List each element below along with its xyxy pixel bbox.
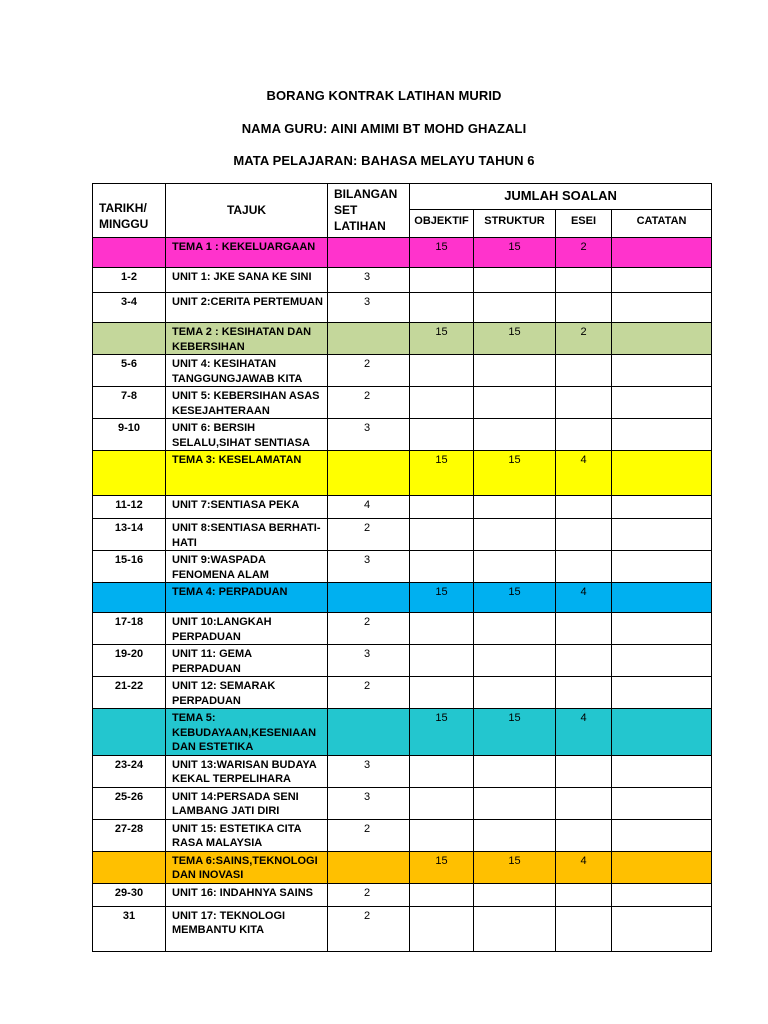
header-topic: TAJUK <box>166 184 328 238</box>
objective-cell <box>410 677 474 709</box>
notes-cell <box>612 355 712 387</box>
sets-cell: 3 <box>328 419 410 451</box>
notes-cell <box>612 677 712 709</box>
notes-cell <box>612 323 712 355</box>
structure-cell <box>474 677 556 709</box>
sets-cell <box>328 709 410 756</box>
sets-cell: 2 <box>328 387 410 419</box>
structure-cell <box>474 355 556 387</box>
unit-row <box>93 419 712 451</box>
objective-cell: 15 <box>410 323 474 355</box>
form-title: BORANG KONTRAK LATIHAN MURID <box>266 88 502 103</box>
date-cell: 19-20 <box>93 645 166 677</box>
date-cell <box>93 709 166 756</box>
topic-cell: UNIT 13:WARISAN BUDAYA KEKAL TERPELIHARA <box>166 755 328 787</box>
date-cell: 7-8 <box>93 387 166 419</box>
structure-cell <box>474 787 556 819</box>
topic-cell: UNIT 14:PERSADA SENI LAMBANG JATI DIRI <box>166 787 328 819</box>
date-cell <box>93 238 166 268</box>
sets-cell: 3 <box>328 268 410 293</box>
essay-cell <box>556 387 612 419</box>
objective-cell <box>410 355 474 387</box>
notes-cell <box>612 883 712 906</box>
notes-cell <box>612 851 712 883</box>
sets-cell: 3 <box>328 551 410 583</box>
topic-cell: TEMA 5: KEBUDAYAAN,KESENIAAN DAN ESTETIKA <box>166 709 328 756</box>
notes-cell <box>612 551 712 583</box>
structure-cell <box>474 419 556 451</box>
essay-cell: 4 <box>556 851 612 883</box>
header-essay: ESEI <box>556 210 612 238</box>
topic-cell: UNIT 1: JKE SANA KE SINI <box>166 268 328 293</box>
unit-row <box>93 819 712 851</box>
sets-cell: 2 <box>328 677 410 709</box>
exercise-contract-table <box>92 183 712 952</box>
notes-cell <box>612 613 712 645</box>
date-cell <box>93 323 166 355</box>
essay-cell: 2 <box>556 238 612 268</box>
unit-row <box>93 906 712 951</box>
notes-cell <box>612 293 712 323</box>
unit-row <box>93 883 712 906</box>
objective-cell: 15 <box>410 583 474 613</box>
theme-row <box>93 238 712 268</box>
objective-cell: 15 <box>410 851 474 883</box>
unit-row <box>93 645 712 677</box>
sets-cell <box>328 238 410 268</box>
objective-cell <box>410 419 474 451</box>
unit-row <box>93 677 712 709</box>
date-cell: 15-16 <box>93 551 166 583</box>
unit-row <box>93 355 712 387</box>
sets-cell: 2 <box>328 883 410 906</box>
essay-cell <box>556 355 612 387</box>
date-cell: 1-2 <box>93 268 166 293</box>
date-cell: 3-4 <box>93 293 166 323</box>
notes-cell <box>612 906 712 951</box>
teacher-name: NAMA GURU: AINI AMIMI BT MOHD GHAZALI <box>241 121 527 136</box>
date-cell <box>93 583 166 613</box>
theme-row <box>93 709 712 756</box>
notes-cell <box>612 419 712 451</box>
structure-cell <box>474 293 556 323</box>
structure-cell <box>474 906 556 951</box>
essay-cell <box>556 419 612 451</box>
date-cell: 23-24 <box>93 755 166 787</box>
notes-cell <box>612 709 712 756</box>
essay-cell: 4 <box>556 709 612 756</box>
topic-cell: TEMA 6:SAINS,TEKNOLOGI DAN INOVASI <box>166 851 328 883</box>
essay-cell <box>556 268 612 293</box>
objective-cell <box>410 883 474 906</box>
topic-cell: UNIT 6: BERSIH SELALU,SIHAT SENTIASA <box>166 419 328 451</box>
unit-row <box>93 551 712 583</box>
essay-cell <box>556 519 612 551</box>
table-body <box>93 238 712 952</box>
sets-cell: 2 <box>328 819 410 851</box>
notes-cell <box>612 787 712 819</box>
theme-row <box>93 583 712 613</box>
objective-cell <box>410 613 474 645</box>
header-date-line2: MINGGU <box>99 217 149 231</box>
notes-cell <box>612 819 712 851</box>
objective-cell <box>410 387 474 419</box>
topic-cell: TEMA 4: PERPADUAN <box>166 583 328 613</box>
subject-name: MATA PELAJARAN: BAHASA MELAYU TAHUN 6 <box>233 153 535 168</box>
notes-cell <box>612 496 712 519</box>
unit-row <box>93 755 712 787</box>
unit-row <box>93 613 712 645</box>
essay-cell <box>556 787 612 819</box>
topic-cell: UNIT 10:LANGKAH PERPADUAN <box>166 613 328 645</box>
header-sets-line1: BILANGAN <box>334 187 398 201</box>
header-notes: CATATAN <box>612 210 712 238</box>
topic-cell: UNIT 15: ESTETIKA CITA RASA MALAYSIA <box>166 819 328 851</box>
theme-row <box>93 323 712 355</box>
objective-cell: 15 <box>410 709 474 756</box>
objective-cell <box>410 755 474 787</box>
date-cell: 17-18 <box>93 613 166 645</box>
sets-cell: 4 <box>328 496 410 519</box>
essay-cell <box>556 755 612 787</box>
topic-cell: UNIT 11: GEMA PERPADUAN <box>166 645 328 677</box>
sets-cell: 3 <box>328 787 410 819</box>
unit-row <box>93 519 712 551</box>
objective-cell <box>410 787 474 819</box>
date-cell <box>93 451 166 496</box>
essay-cell <box>556 551 612 583</box>
objective-cell <box>410 906 474 951</box>
date-cell: 5-6 <box>93 355 166 387</box>
essay-cell <box>556 293 612 323</box>
sets-cell <box>328 851 410 883</box>
unit-row <box>93 387 712 419</box>
topic-cell: UNIT 12: SEMARAK PERPADUAN <box>166 677 328 709</box>
essay-cell <box>556 883 612 906</box>
objective-cell: 15 <box>410 451 474 496</box>
objective-cell <box>410 551 474 583</box>
objective-cell <box>410 268 474 293</box>
structure-cell: 15 <box>474 238 556 268</box>
structure-cell <box>474 496 556 519</box>
notes-cell <box>612 583 712 613</box>
essay-cell <box>556 645 612 677</box>
sets-cell <box>328 451 410 496</box>
topic-cell: UNIT 4: KESIHATAN TANGGUNGJAWAB KITA <box>166 355 328 387</box>
theme-row <box>93 851 712 883</box>
topic-cell: UNIT 2:CERITA PERTEMUAN <box>166 293 328 323</box>
objective-cell <box>410 819 474 851</box>
topic-cell: TEMA 3: KESELAMATAN <box>166 451 328 496</box>
essay-cell <box>556 496 612 519</box>
sets-cell: 2 <box>328 355 410 387</box>
essay-cell: 2 <box>556 323 612 355</box>
essay-cell: 4 <box>556 451 612 496</box>
header-structure: STRUKTUR <box>474 210 556 238</box>
date-cell: 29-30 <box>93 883 166 906</box>
topic-cell: UNIT 9:WASPADA FENOMENA ALAM <box>166 551 328 583</box>
sets-cell <box>328 323 410 355</box>
header-sets-line2: SET <box>334 203 358 217</box>
topic-cell: UNIT 8:SENTIASA BERHATI-HATI <box>166 519 328 551</box>
header-sets <box>328 184 410 238</box>
structure-cell <box>474 387 556 419</box>
sets-cell: 2 <box>328 519 410 551</box>
notes-cell <box>612 755 712 787</box>
header-date-line1: TARIKH/ <box>99 201 147 215</box>
notes-cell <box>612 451 712 496</box>
topic-cell: TEMA 1 : KEKELUARGAAN <box>166 238 328 268</box>
essay-cell <box>556 906 612 951</box>
topic-cell: UNIT 5: KEBERSIHAN ASAS KESEJAHTERAAN <box>166 387 328 419</box>
structure-cell <box>474 755 556 787</box>
header-date <box>93 184 166 238</box>
essay-cell <box>556 677 612 709</box>
objective-cell <box>410 293 474 323</box>
theme-row <box>93 451 712 496</box>
table-header <box>93 184 712 238</box>
notes-cell <box>612 268 712 293</box>
notes-cell <box>612 519 712 551</box>
structure-cell <box>474 883 556 906</box>
topic-cell: TEMA 2 : KESIHATAN DAN KEBERSIHAN <box>166 323 328 355</box>
structure-cell: 15 <box>474 323 556 355</box>
date-cell: 13-14 <box>93 519 166 551</box>
objective-cell: 15 <box>410 238 474 268</box>
date-cell: 11-12 <box>93 496 166 519</box>
sets-cell: 3 <box>328 755 410 787</box>
notes-cell <box>612 387 712 419</box>
unit-row <box>93 496 712 519</box>
date-cell: 9-10 <box>93 419 166 451</box>
structure-cell <box>474 819 556 851</box>
objective-cell <box>410 645 474 677</box>
header-objective: OBJEKTIF <box>410 210 474 238</box>
structure-cell: 15 <box>474 851 556 883</box>
unit-row <box>93 268 712 293</box>
date-cell: 25-26 <box>93 787 166 819</box>
essay-cell <box>556 613 612 645</box>
structure-cell: 15 <box>474 451 556 496</box>
unit-row <box>93 787 712 819</box>
sets-cell <box>328 583 410 613</box>
notes-cell <box>612 645 712 677</box>
structure-cell <box>474 645 556 677</box>
header-sets-line3: LATIHAN <box>334 219 386 233</box>
structure-cell <box>474 551 556 583</box>
structure-cell <box>474 519 556 551</box>
structure-cell <box>474 268 556 293</box>
sets-cell: 2 <box>328 906 410 951</box>
topic-cell: UNIT 7:SENTIASA PEKA <box>166 496 328 519</box>
sets-cell: 2 <box>328 613 410 645</box>
topic-cell: UNIT 16: INDAHNYA SAINS <box>166 883 328 906</box>
essay-cell: 4 <box>556 583 612 613</box>
structure-cell <box>474 613 556 645</box>
date-cell: 31 <box>93 906 166 951</box>
date-cell: 21-22 <box>93 677 166 709</box>
sets-cell: 3 <box>328 645 410 677</box>
notes-cell <box>612 238 712 268</box>
date-cell: 27-28 <box>93 819 166 851</box>
header-total-questions: JUMLAH SOALAN <box>410 184 712 210</box>
sets-cell: 3 <box>328 293 410 323</box>
structure-cell: 15 <box>474 583 556 613</box>
unit-row <box>93 293 712 323</box>
essay-cell <box>556 819 612 851</box>
objective-cell <box>410 496 474 519</box>
topic-cell: UNIT 17: TEKNOLOGI MEMBANTU KITA <box>166 906 328 951</box>
objective-cell <box>410 519 474 551</box>
structure-cell: 15 <box>474 709 556 756</box>
date-cell <box>93 851 166 883</box>
